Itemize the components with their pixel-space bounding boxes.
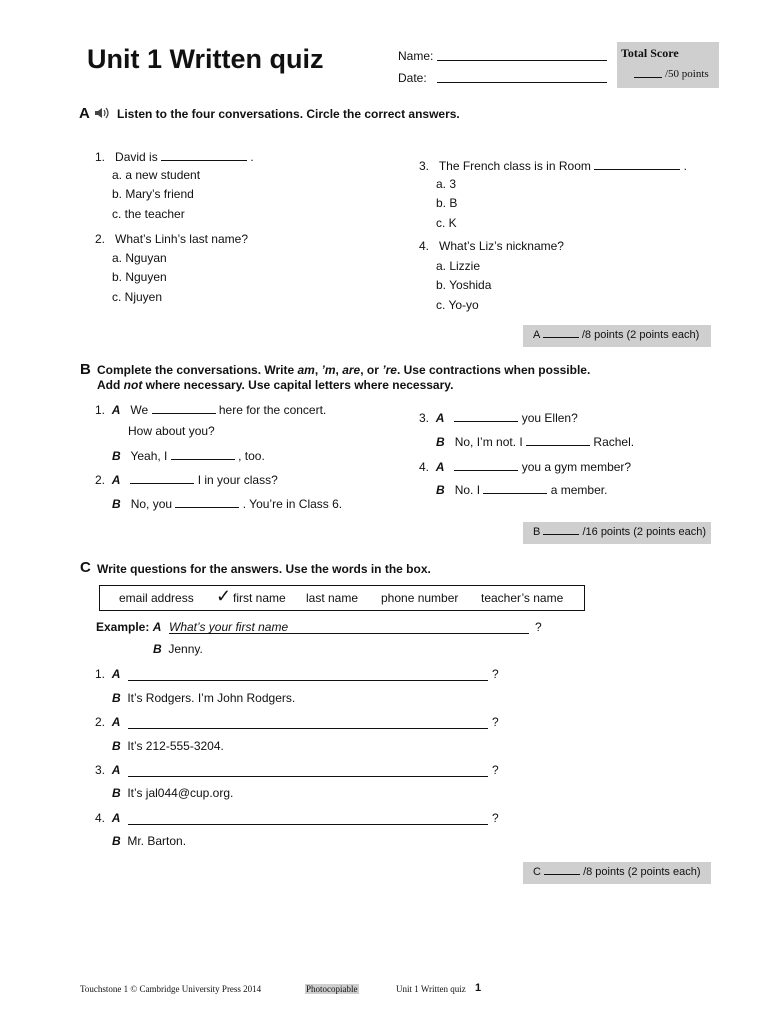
a-q1-text: David is — [115, 150, 158, 164]
section-b-score-line[interactable] — [543, 523, 579, 535]
section-b-letter: B — [80, 361, 91, 378]
section-b-instructions-line2: Add not where necessary. Use capital letters where necessary. — [97, 378, 454, 392]
b-q4-b-blank[interactable] — [483, 482, 547, 494]
a-q4: 4. What’s Liz’s nickname? — [419, 239, 564, 253]
b-q3-a: 3. A you Ellen? — [419, 411, 578, 425]
c-q2-b: B It’s 212-555-3204. — [112, 739, 224, 753]
a-q1-option-b[interactable]: b. Mary’s friend — [112, 187, 194, 201]
audio-speaker-icon[interactable] — [94, 106, 110, 125]
word-box — [99, 585, 585, 611]
b-q1-a-line2: How about you? — [128, 424, 215, 438]
c-q4-answer-line[interactable] — [128, 824, 488, 825]
word-first-name: first name — [233, 591, 286, 605]
c-q2-answer-line[interactable] — [128, 728, 488, 729]
b-q2-b: B No, you . You’re in Class 6. — [112, 497, 343, 511]
total-score-line[interactable] — [634, 77, 662, 78]
name-label: Name: — [398, 49, 434, 63]
c-q1-answer-line[interactable] — [128, 680, 488, 681]
a-q4-option-b[interactable]: b. Yoshida — [436, 278, 492, 292]
word-last-name: last name — [306, 591, 359, 605]
c-q3-a: 3. A — [95, 763, 121, 777]
footer-quiz-name: Unit 1 Written quiz — [396, 984, 466, 994]
c-q2-a: 2. A — [95, 715, 121, 729]
b-q3-b: B No, I’m not. I Rachel. — [436, 435, 635, 449]
c-q3-b: B It’s jal044@cup.org. — [112, 786, 234, 800]
a-q2-option-c[interactable]: c. Njuyen — [112, 290, 163, 304]
word-email-address: email address — [119, 591, 194, 605]
b-q2-a-blank[interactable] — [130, 472, 194, 484]
a-q3-option-a[interactable]: a. 3 — [436, 177, 457, 191]
b-q1-b-blank[interactable] — [171, 448, 235, 460]
name-line[interactable] — [437, 60, 607, 61]
section-a-score-line[interactable] — [543, 326, 579, 338]
footer-copyright: Touchstone 1 © Cambridge University Press 2014 — [80, 984, 262, 994]
a-q1-blank[interactable] — [161, 149, 247, 161]
footer-photocopiable: Photocopiable — [306, 984, 358, 994]
a-q4-option-c[interactable]: c. Yo-yo — [436, 298, 479, 312]
b-q4-b: B No. I a member. — [436, 483, 608, 497]
a-q2-option-b[interactable]: b. Nguyen — [112, 270, 167, 284]
a-q1-option-c[interactable]: c. the teacher — [112, 207, 185, 221]
a-q1: 1. David is . — [95, 150, 254, 164]
word-teachers-name: teacher’s name — [481, 591, 564, 605]
example-a: Example: A — [96, 620, 162, 634]
c-q3-answer-line[interactable] — [128, 776, 488, 777]
c-q1-a: 1. A — [95, 667, 121, 681]
c-q4-a: 4. A — [95, 811, 121, 825]
section-c-score-line[interactable] — [544, 863, 580, 875]
a-q3-blank[interactable] — [594, 158, 680, 170]
total-score-label: Total Score — [621, 46, 679, 60]
b-q1-b: B Yeah, I , too. — [112, 449, 265, 463]
section-c-instructions: Write questions for the answers. Use the words in the box. — [97, 562, 431, 576]
b-q2-b-blank[interactable] — [175, 496, 239, 508]
b-q1-a: 1. A We here for the concert. — [95, 403, 327, 417]
section-b-score-box: B /16 points (2 points each) — [523, 522, 711, 544]
c-q4-b: B Mr. Barton. — [112, 834, 187, 848]
b-q3-b-blank[interactable] — [526, 434, 590, 446]
b-q4-a: 4. A you a gym member? — [419, 460, 632, 474]
section-c-letter: C — [80, 559, 91, 576]
c-q1-b: B It’s Rodgers. I’m John Rodgers. — [112, 691, 296, 705]
a-q3-option-c[interactable]: c. K — [436, 216, 457, 230]
b-q3-a-blank[interactable] — [454, 410, 518, 422]
section-a-score-box: A /8 points (2 points each) — [523, 325, 711, 347]
b-q4-a-blank[interactable] — [454, 459, 518, 471]
a-q1-option-a[interactable]: a. a new student — [112, 168, 201, 182]
a-q3-option-b[interactable]: b. B — [436, 196, 458, 210]
checkmark-icon: ✓ — [216, 586, 232, 606]
total-score-points: /50 points — [665, 68, 709, 80]
a-q2: 2. What’s Linh’s last name? — [95, 232, 248, 246]
a-q3: 3. The French class is in Room . — [419, 159, 687, 173]
b-q1-a-blank[interactable] — [152, 402, 216, 414]
b-q2-a: 2. A I in your class? — [95, 473, 278, 487]
a-q1-num: 1. — [95, 150, 106, 164]
section-c-score-box: C /8 points (2 points each) — [523, 862, 711, 884]
page-title: Unit 1 Written quiz — [87, 44, 324, 74]
word-phone-number: phone number — [381, 591, 459, 605]
total-score-box — [617, 42, 719, 88]
footer-page-number: 1 — [475, 982, 482, 994]
a-q4-option-a[interactable]: a. Lizzie — [436, 259, 481, 273]
section-a-instructions: Listen to the four conversations. Circle the correct answers. — [117, 107, 460, 121]
date-label: Date: — [398, 71, 427, 85]
section-a-letter: A — [79, 105, 90, 122]
example-qmark: ? — [535, 620, 542, 634]
section-b-instructions-line1: Complete the conversations. Write am, ’m, are, or ’re. Use contractions when possible. — [97, 363, 591, 377]
date-line[interactable] — [437, 82, 607, 83]
example-b: B Jenny. — [153, 642, 203, 656]
a-q2-option-a[interactable]: a. Nguyan — [112, 251, 167, 265]
example-answer: What’s your first name — [169, 620, 529, 634]
